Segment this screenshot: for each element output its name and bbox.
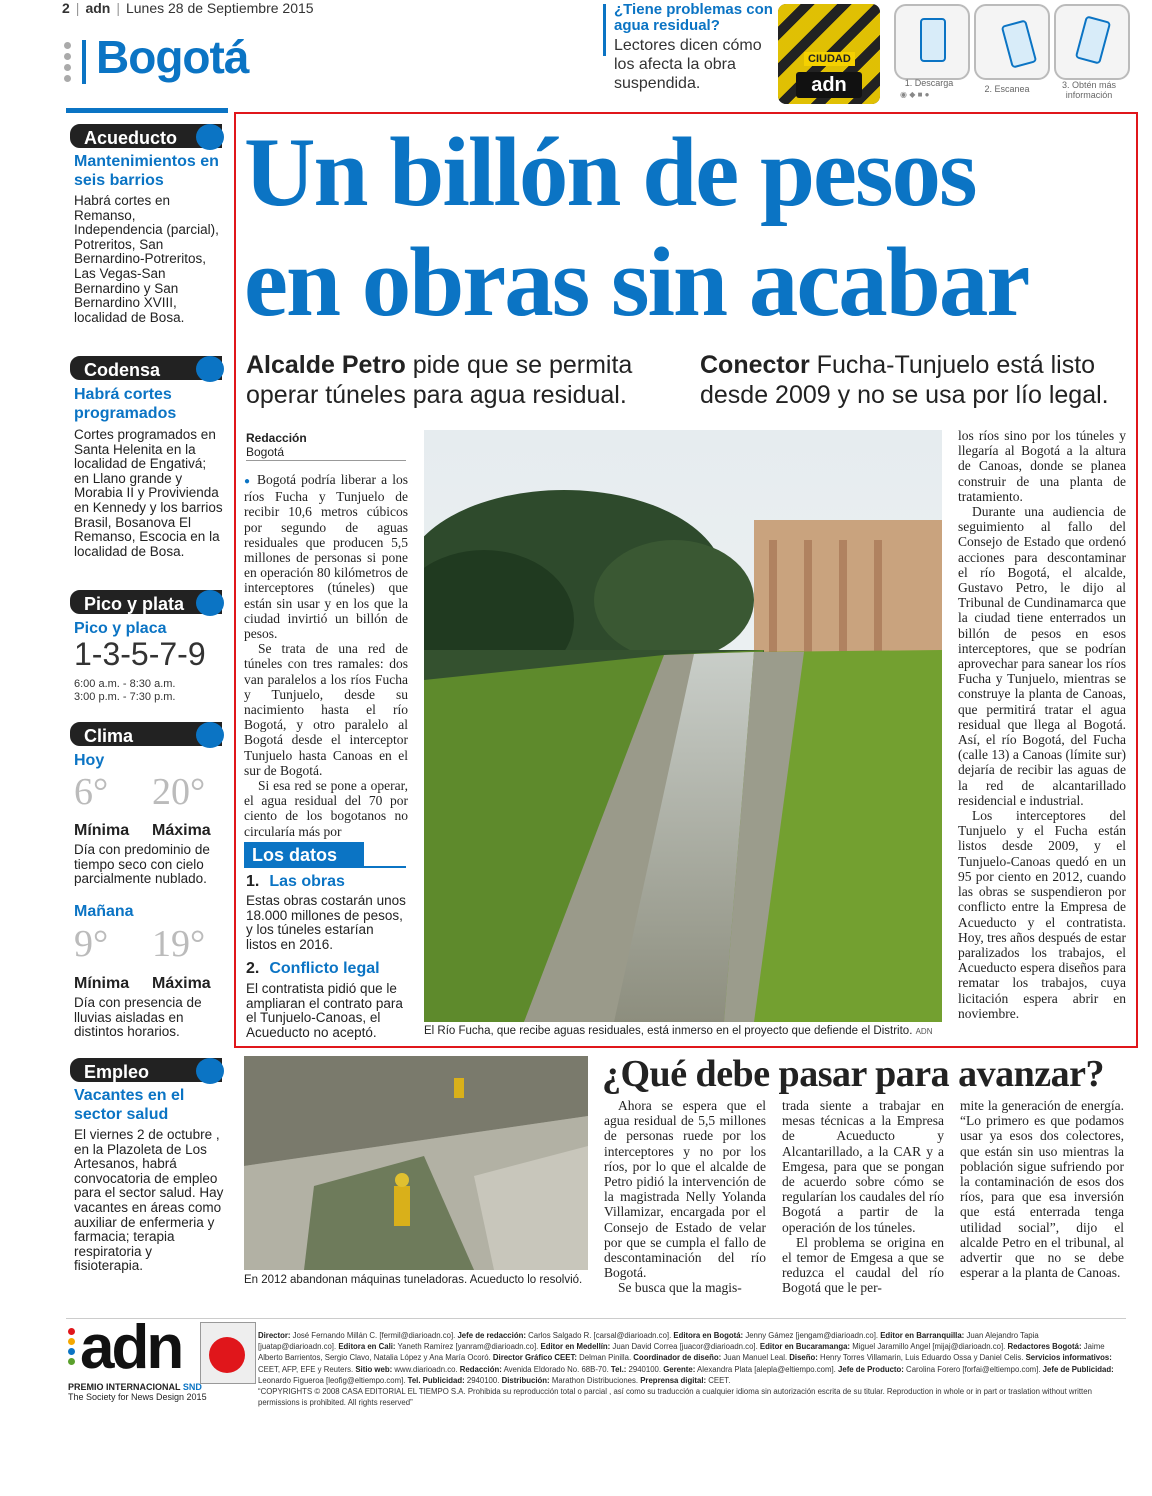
datos-item-1-text: Estas obras costarán unos 18.000 millones de pesos, y los túneles estarían listos en 2016. xyxy=(246,893,406,952)
credit-label: Gerente: xyxy=(663,1364,696,1374)
footer-society: The Society for News Design 2015 xyxy=(68,1392,207,1402)
codensa-head: Codensa xyxy=(70,356,222,380)
footer-rule xyxy=(66,1318,1126,1319)
today-max-temp: 20° xyxy=(152,771,206,813)
byline: Redacción Bogotá xyxy=(246,431,307,459)
credit-label: Jefe de redacción: xyxy=(457,1331,526,1340)
article-column-2: los ríos sino por los túneles y llegaría al Bogotá a la altura de Canoas, donde se planea construir de una planta de tratamiento. Durante una audiencia de seguimiento al fallo del Consejo de Estado que ordenó acciones para descontaminar el río Bogotá, el alcalde, Gustavo Petro, le dijo al Tribunal de Cundinamarca que la ciudad tiene enterrados un billón de pesos en esos interceptores, que se podrían aprovechar para sanear los ríos Fucha y Tunjuelo, mientras se construye la planta de Canoas, que permitirá tratar el agua residual que llega al Bogotá. Así, el río Bogotá, del Fucha (calle 13) a Canoas (límite sur) dejaría de recibir las aguas de la red de alcantarillado residencial e industrial. Los interceptores del Tunjuelo y el Fucha están listos desde 2009, y el Tunjuelo-Canoas quedó en un 95 por ciento en 2012, cuando las obras se suspendieron por conflicto entre la Empresa de Acueducto y el contratista. Hoy, tres años después de estar paralizados los trabajos, el Acueducto espera diseños para rematar los trabajos, cuya licitación espera abrir en noviembre. xyxy=(958,428,1126,1021)
photo2-caption: En 2012 abandonan máquinas tuneladoras. Acueducto lo resolvió. xyxy=(244,1274,583,1286)
footer-premio: PREMIO INTERNACIONAL SND xyxy=(68,1382,202,1392)
tomorrow-min-label: Mínima xyxy=(74,975,130,992)
tomorrow-min-temp: 9° xyxy=(74,923,109,965)
credit-value: 2940100. xyxy=(626,1364,664,1374)
deck-right: Conector Fucha-Tunjuelo está listo desde 2009 y no se usa por lío legal. xyxy=(700,351,1109,409)
credit-value: Leonardo Figueroa [leofig@eltiempo.com]. xyxy=(258,1375,408,1385)
speech-bubble-icon xyxy=(196,356,224,382)
credit-value: CEET. xyxy=(706,1375,731,1385)
store-icons: ◉ ◆ ■ ● xyxy=(900,90,930,99)
pico-hours: 6:00 a.m. - 8:30 a.m. 3:00 p.m. - 7:30 p.m. xyxy=(74,678,176,703)
credit-label: Editora en Bogotá: xyxy=(673,1331,744,1340)
credit-value: CEET, AFP, EFE y Reuters. xyxy=(258,1364,356,1374)
teaser-bar xyxy=(603,4,606,56)
datos-item-2-text: El contratista pidió que le ampliaran el contrato para el Tunjuelo-Canoas, el Acueducto no aceptó. xyxy=(246,981,403,1040)
lower-column-3: mite la generación de energía. “Lo primero es que podamos usar ya esos dos colectores, que están sin uso mientras la población sigue sufriendo por la contaminación de esos dos ríos, para que esa inversión que está enterrada tenga utilidad social”, dijo el alcalde Petro en el tribunal, al advertir que no se debe esperar a la planta de Canoas. xyxy=(960,1098,1124,1281)
clima-tomorrow-label: Mañana xyxy=(74,903,134,920)
credit-value: Carlos Salgado R. [carsal@diarioadn.co]. xyxy=(525,1331,674,1340)
credit-value: Avenida Eldorado No. 68B-70. xyxy=(501,1364,611,1374)
credit-label: Coordinador de diseño: xyxy=(633,1353,722,1363)
teaser-text: Lectores dicen cómo los afecta la obra suspendida. xyxy=(614,37,762,92)
credit-value: Carolina Forero [forfai@eltiempo.com]. xyxy=(903,1364,1043,1374)
credit-label: Redactores Bogotá: xyxy=(1007,1342,1082,1352)
credit-value: Juan Alejandro Tapia [juatap@diarioadn.co]. xyxy=(258,1331,1039,1352)
speech-bubble-icon xyxy=(196,590,224,616)
tunnel-machines-photo xyxy=(244,1056,588,1270)
today-min-temp: 6° xyxy=(74,771,109,813)
credit-value: Jenny Gámez [jengam@diarioadn.co]. xyxy=(743,1331,881,1340)
credit-label: Jefe de Producto: xyxy=(838,1364,904,1374)
acueducto-subhead: Mantenimientos en seis barrios xyxy=(74,153,219,189)
page-number: 2 xyxy=(62,0,70,16)
empleo-subhead: Vacantes en el sector salud xyxy=(74,1087,185,1123)
tomorrow-max-label: Máxima xyxy=(152,975,211,992)
pico-subhead: Pico y placa xyxy=(74,620,167,637)
credit-label: Director: xyxy=(258,1331,291,1340)
credit-value: Juan David Correa [juacor@diarioadn.co]. xyxy=(610,1342,760,1352)
credit-label: Jefe de Publicidad: xyxy=(1042,1364,1114,1374)
award-icon xyxy=(200,1322,256,1384)
credit-label: Tel.: xyxy=(610,1364,627,1374)
codensa-text: Cortes programados en Santa Helenita en la localidad de Engativá; en Llano grande y Morabia II y Provivienda en Kennedy y los barrios Brasil, Bosanova El Remanso, Escocia en la localidad de Bosa. xyxy=(74,427,223,559)
section-bar xyxy=(82,40,86,84)
credit-value: Delman Pinilla. xyxy=(576,1353,634,1363)
teaser-question: ¿Tiene problemas con agua residual? xyxy=(614,1,773,34)
datos-head: Los datos xyxy=(244,842,364,868)
today-max-label: Máxima xyxy=(152,822,211,839)
credit-label: Director Gráfico CEET: xyxy=(492,1353,577,1363)
credit-label: Editor en Barranquilla: xyxy=(880,1331,965,1340)
credit-label: Sitio web: xyxy=(355,1364,393,1374)
credit-label: Tel. Publicidad: xyxy=(407,1375,465,1385)
speech-bubble-icon xyxy=(196,1058,224,1084)
credit-label: Editora en Cali: xyxy=(338,1342,396,1352)
acueducto-text: Habrá cortes en Remanso, Independencia (parcial), Potreritos, San Bernardino-Potreritos, Las Vegas-San Bernardino y San Bernardino XVIII, localidad de Bosa. xyxy=(74,193,219,325)
lower-headline: ¿Qué debe pasar para avanzar? xyxy=(602,1053,1105,1095)
credit-label: Distribución: xyxy=(501,1375,550,1385)
credit-value: Henry Torres Villamarin, Luis Eduardo Ossa y Daniel Celis. xyxy=(817,1353,1026,1363)
section-title: Bogotá xyxy=(96,31,249,83)
scan-step-icon xyxy=(974,4,1050,80)
copyright-notice: “COPYRIGHTS © 2008 CASA EDITORIAL EL TIEMPO S.A. Prohibida su reproducción total o parcial , así como su traducción a cualquier idioma sin autorización escrita de su titular. Reproduction in whole or in part or traslation without written permissions is prohibited. All rights reserved” xyxy=(258,1387,1092,1408)
datos-item-2-title: 2. Conflicto legal xyxy=(246,960,380,977)
deck-left: Alcalde Petro pide que se permita operar túneles para agua residual. xyxy=(246,351,633,409)
step-2-caption: 2. Escanea xyxy=(984,84,1030,94)
issue-date: Lunes 28 de Septiembre 2015 xyxy=(125,0,314,16)
credit-value: Yaneth Ramírez [yanram@diarioadn.co]. xyxy=(395,1342,541,1352)
credit-value: 2940100. xyxy=(464,1375,502,1385)
footer-credits xyxy=(258,1330,1118,1408)
credit-label: Servicios informativos: xyxy=(1025,1353,1112,1363)
ciudad-logo: adn xyxy=(796,72,862,98)
pico-head: Pico y plata xyxy=(70,590,222,614)
tomorrow-forecast: Día con presencia de lluvias aisladas en distintos horarios. xyxy=(74,995,202,1040)
credit-label: Diseño: xyxy=(789,1353,818,1363)
credit-value: Jaime Alberto Barrientos, Sergio Clavo, Natalia López y Ana María Ocoró. xyxy=(258,1342,1105,1363)
article-column-1: ● Bogotá podría liberar a los ríos Fucha y Tunjuelo de recibir 10,6 metros cúbicos por segundo de aguas residuales que producen 5,5 millones de personas si pone en operación 80 kilómetros de interceptores (túneles) que están sin usar y en los que la ciudad invirtió un billón de pesos. Se trata de una red de túneles con tres ramales: dos van paralelos a los ríos Fucha y Tunjuelo, desde su nacimiento hasta el río Bogotá, y otro paralelo al Bogotá desde el interceptor Tunjuelo hasta Canoas en el sur de Bogotá. Si esa red se pone a operar, el agua residual del 70 por ciento de los bogotanos no circularía más por xyxy=(244,472,408,839)
acueducto-head: Acueducto xyxy=(70,124,222,148)
ciudad-label: CIUDAD xyxy=(804,52,855,66)
credit-value: José Fernando Millán C. [fermil@diarioadn.co]. xyxy=(290,1331,458,1340)
section-dots xyxy=(64,42,74,86)
speech-bubble-icon xyxy=(196,722,224,748)
empleo-head: Empleo xyxy=(70,1058,222,1082)
datos-item-1-title: 1. Las obras xyxy=(246,873,345,890)
credit-value: Juan Manuel Leal. xyxy=(721,1353,790,1363)
credit-label: Editor en Medellín: xyxy=(540,1342,611,1352)
codensa-subhead: Habrá cortes programados xyxy=(74,386,177,422)
info-step-icon xyxy=(1054,4,1130,80)
lower-column-1: Ahora se espera que el agua residual de 5,5 millones de personas ruede por los interceptores y no por los ríos, por lo que el alcalde de Petro pidió la intervención de la magistrada Nelly Yolanda Villamizar, encargada por el Consejo de Estado de velar por que se cumpla el fallo de descontaminación del río Bogotá. Se busca que la magis- xyxy=(604,1098,766,1296)
byline-rule xyxy=(246,460,406,461)
river-photo xyxy=(424,430,942,1022)
speech-bubble-icon xyxy=(196,124,224,150)
today-forecast: Día con predominio de tiempo seco con cielo parcialmente nublado. xyxy=(74,842,210,887)
datos-rule xyxy=(244,866,406,868)
today-min-label: Mínima xyxy=(74,822,130,839)
footer-adn-logo: adn xyxy=(68,1322,208,1378)
section-rule xyxy=(66,108,228,113)
clima-head: Clima xyxy=(70,722,222,746)
ciudad-adn-badge[interactable] xyxy=(778,4,880,104)
step-3-caption: 3. Obtén más información xyxy=(1061,80,1117,100)
download-step-icon xyxy=(894,4,970,80)
photo-caption: El Río Fucha, que recibe aguas residuales, está inmerso en el proyecto que defiende el Distrito. ADN xyxy=(424,1025,933,1037)
credit-value: Marathon Distribuciones. xyxy=(549,1375,641,1385)
lower-column-2: trada siente a trabajar en mesas técnicas a la Empresa de Acueducto y Alcantarillado, a la CAR y a Emgesa, para que se pongan de acuerdo sobre cómo se regularían los caudales del río Bogotá a partir de la operación de los túneles. El problema se origina en el temor de Emgesa a que se reduzca el caudal del río Bogotá que le per- xyxy=(782,1098,944,1296)
brand-mark: adn xyxy=(85,0,111,16)
pico-numbers: 1-3-5-7-9 xyxy=(74,636,206,672)
clima-today-label: Hoy xyxy=(74,752,105,769)
step-1-caption: 1. Descarga xyxy=(904,78,954,88)
credit-label: Preprensa digital: xyxy=(640,1375,707,1385)
credit-value: www.diarioadn.co. xyxy=(392,1364,460,1374)
empleo-text: El viernes 2 de octubre , en la Plazoleta de Los Artesanos, habrá convocatoria de empleo para el sector salud. Hay vacantes en áreas como auxiliar de enfermeria y farmacia; terapia respiratoria y fisioterapia. xyxy=(74,1127,224,1274)
top-bar: 2 | adn | Lunes 28 de Septiembre 2015 xyxy=(62,0,314,16)
credit-label: Redacción: xyxy=(459,1364,502,1374)
credit-value: Miguel Jaramillo Angel [mijaj@diarioadn.co]. xyxy=(850,1342,1008,1352)
tomorrow-max-temp: 19° xyxy=(152,923,206,965)
credit-label: Editor en Bucaramanga: xyxy=(759,1342,851,1352)
main-headline: Un billón de pesos en obras sin acabar xyxy=(244,118,1029,337)
credit-value: Alexandra Plata [alepla@eltiempo.com]. xyxy=(695,1364,839,1374)
